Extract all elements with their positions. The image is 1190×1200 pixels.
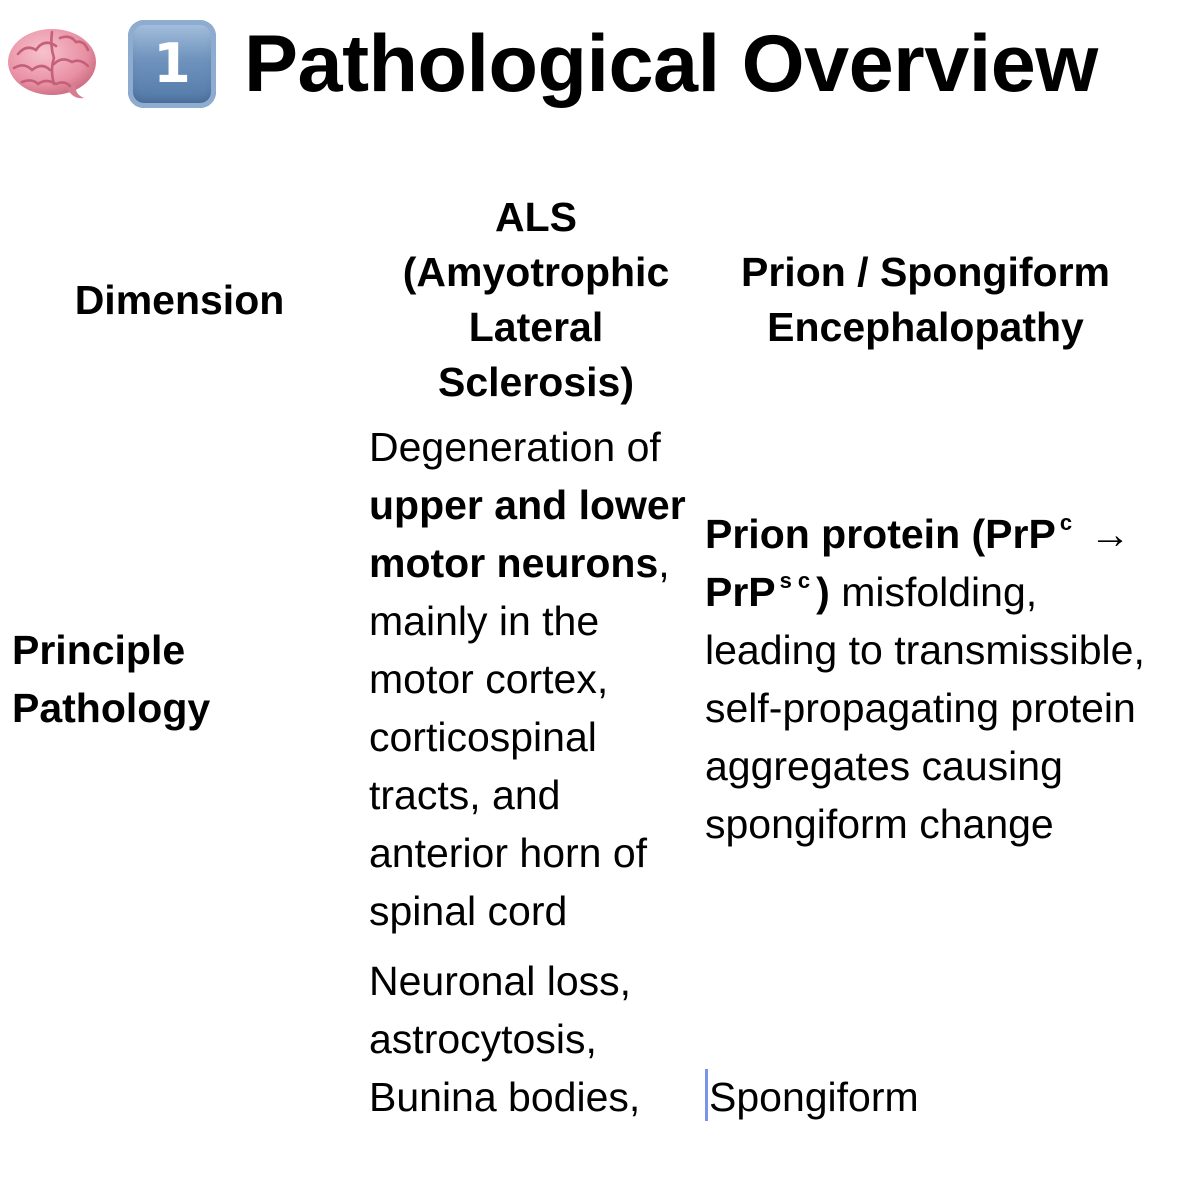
brain-icon — [6, 24, 98, 104]
prion-features-text: Spongiform — [709, 1074, 919, 1120]
als-pathology-bold: upper and lower motor neurons — [369, 482, 686, 586]
header-als: ALS (Amyotrophic Lateral Sclerosis) — [402, 194, 670, 405]
prion-sup-2: sc — [779, 568, 817, 593]
prion-pathology-rest: misfolding, leading to transmissible, self-propagating protein aggregates causing spongiform change — [705, 569, 1145, 847]
page-title: Pathological Overview — [244, 18, 1098, 109]
keycap-1-icon — [128, 20, 216, 108]
prion-bold-1: Prion protein (PrP — [705, 511, 1056, 557]
cell-als-pathology — [359, 418, 695, 940]
cell-als-features: Neuronal loss, astrocytosis, Bunina bodies, — [369, 958, 641, 1120]
prion-bold-3: ) — [816, 569, 830, 615]
prion-sup-1: c — [1059, 510, 1079, 535]
cell-prion-features[interactable] — [695, 952, 1190, 1126]
page-heading — [6, 14, 1098, 114]
als-pathology-text-2: , mainly in the motor cortex, corticospinal tracts, and anterior horn of spinal cord — [369, 540, 670, 934]
comparison-table — [0, 190, 1190, 1126]
text-cursor — [705, 1069, 708, 1121]
table-row — [0, 418, 1190, 940]
als-pathology-text-1: Degeneration of — [369, 424, 661, 470]
row-label-principle-pathology: Principle Pathology — [12, 627, 211, 731]
header-dimension: Dimension — [74, 276, 285, 323]
table-header-row — [0, 190, 1190, 410]
cell-prion-pathology — [695, 505, 1190, 853]
header-prion: Prion / Spongiform Encephalopathy — [741, 249, 1110, 350]
table-row — [0, 952, 1190, 1126]
prion-bold-2: → PrP — [705, 511, 1131, 615]
keycap-number: 1 — [153, 32, 191, 95]
